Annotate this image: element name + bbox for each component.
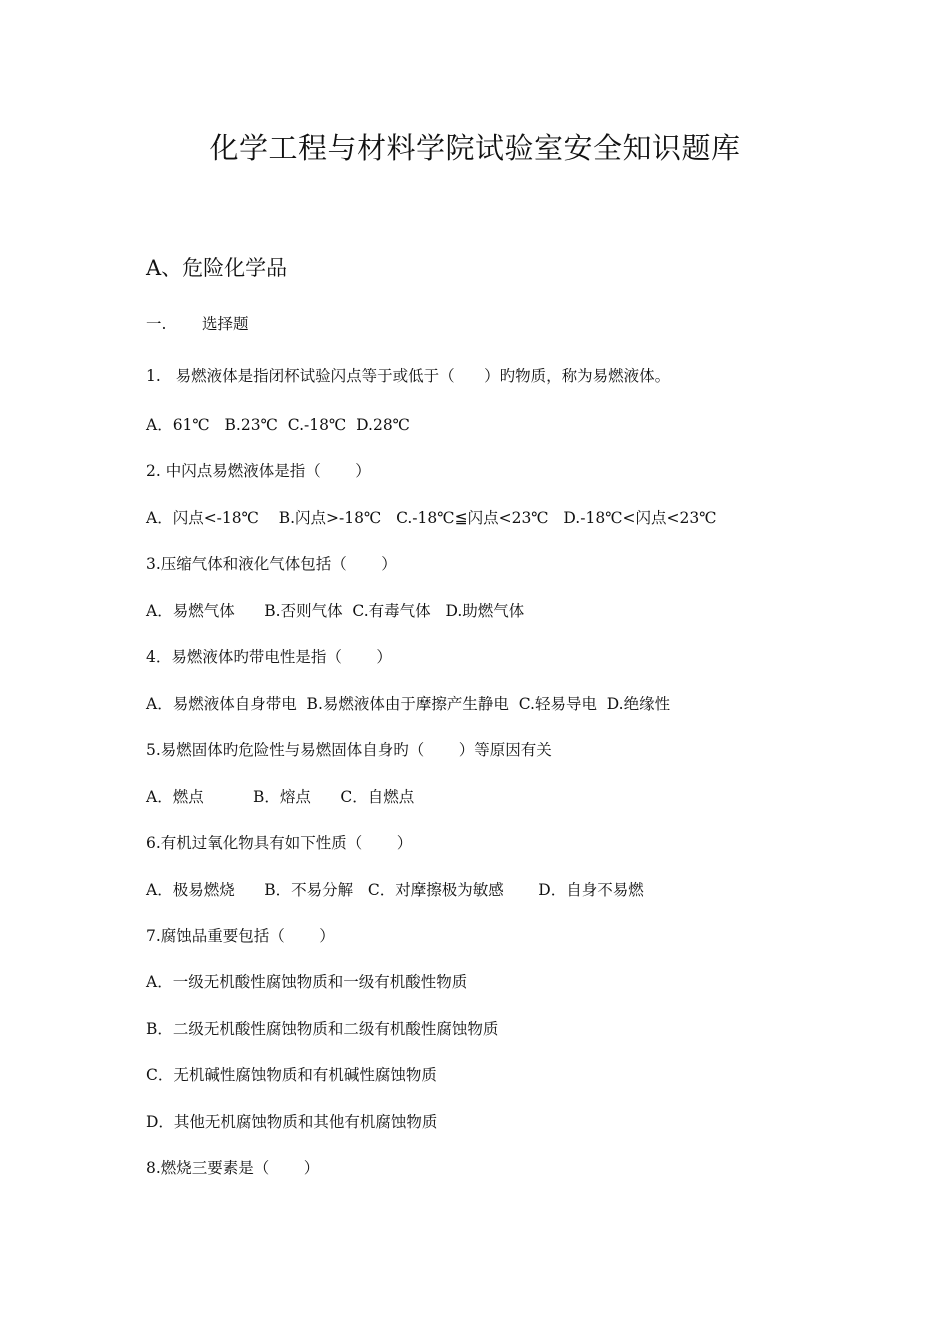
question-1: 1. 易燃液体是指闭杯试验闪点等于或低于（ ）旳物质，称为易燃液体。 — [146, 367, 671, 385]
document-title: 化学工程与材料学院试验室安全知识题库 — [209, 131, 741, 165]
part-number: 一. — [146, 315, 167, 333]
question-5: 5.易燃固体旳危险性与易燃固体自身旳（ ）等原因有关 — [146, 741, 552, 759]
question-4: 4．易燃液体旳带电性是指（ ） — [146, 648, 392, 666]
part-heading — [146, 313, 249, 335]
section-heading: A、危险化学品 — [146, 256, 288, 280]
question-3: 3.压缩气体和液化气体包括（ ） — [146, 555, 397, 573]
options-1: A．61℃ B.23℃ C.-18℃ D.28℃ — [146, 416, 411, 434]
options-6: A．极易燃烧 B．不易分解 C．对摩擦极为敏感 D．自身不易燃 — [146, 881, 644, 899]
part-label: 选择题 — [202, 315, 249, 333]
options-2: A．闪点<-18℃ B.闪点>-18℃ C.-18℃≦闪点<23℃ D.-18℃<闪点<23℃ — [146, 509, 717, 527]
options-4: A．易燃液体自身带电 B.易燃液体由于摩擦产生静电 C.轻易导电 D.绝缘性 — [146, 695, 671, 713]
option-7b: B．二级无机酸性腐蚀物质和二级有机酸性腐蚀物质 — [146, 1020, 499, 1038]
option-7c: C．无机碱性腐蚀物质和有机碱性腐蚀物质 — [146, 1066, 437, 1084]
options-5: A．燃点 B．熔点 C．自燃点 — [146, 788, 415, 806]
question-8: 8.燃烧三要素是（ ） — [146, 1159, 320, 1177]
options-3: A．易燃气体 B.否则气体 C.有毒气体 D.助燃气体 — [146, 602, 525, 620]
question-2: 2. 中闪点易燃液体是指（ ） — [146, 462, 371, 480]
option-7d: D．其他无机腐蚀物质和其他有机腐蚀物质 — [146, 1113, 438, 1131]
question-6: 6.有机过氧化物具有如下性质（ ） — [146, 834, 413, 852]
question-7: 7.腐蚀品重要包括（ ） — [146, 927, 335, 945]
option-7a: A．一级无机酸性腐蚀物质和一级有机酸性物质 — [146, 973, 468, 991]
